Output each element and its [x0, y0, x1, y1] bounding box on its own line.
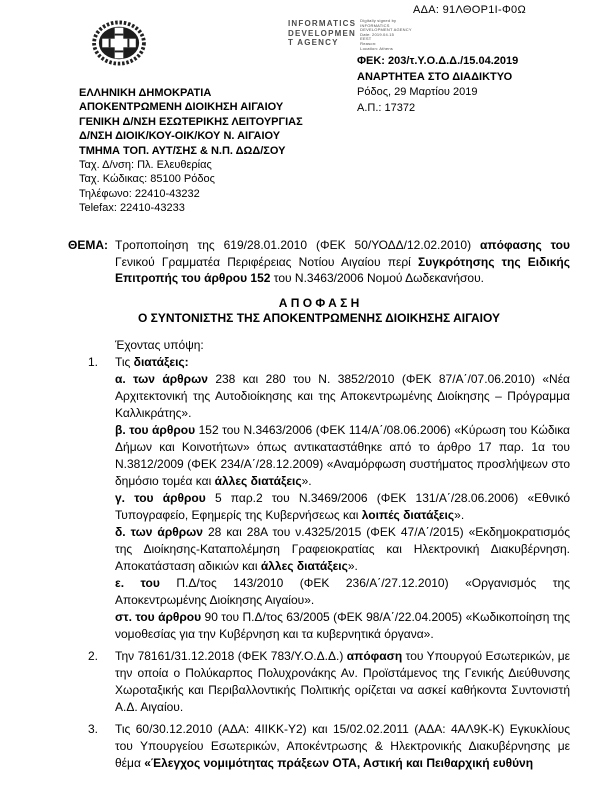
paragraph — [115, 648, 570, 716]
text-segment: Τις 60/30.12.2010 (ΑΔΑ: 4ΙΙΚΚ-Υ2) και 15/02.02.2011 (ΑΔΑ: 4ΑΛ9Κ-Κ) Εγκυκλίους του Υπουργείου Εσωτερικών, Αποκέντρωσης & Ηλεκτρονικής Διακυβέρνησης με θέμα — [115, 721, 570, 770]
text-line: ΑΠΟΚΕΝΤΡΩΜΕΝΗ ΔΙΟΙΚΗΣΗ ΑΙΓΑΙΟΥ — [79, 101, 284, 114]
text-segment: διατάξεις: — [133, 354, 189, 369]
text-segment: 90 του Π.Δ/τος 63/2005 (ΦΕΚ 98/Α΄/22.04.2005) «Κωδικοποίηση της νομοθεσίας για την Κυβέρνηση και τα κυβερνητικά όργανα». — [115, 609, 570, 641]
text-segment: ». — [347, 558, 358, 573]
text-segment: στ. του άρθρου — [115, 609, 205, 624]
document-body — [68, 237, 570, 772]
place-date-line: Ρόδος, 29 Μαρτίου 2019 — [357, 86, 478, 98]
text-segment: Τις — [115, 354, 134, 369]
text-line: DEVELOPMEN — [288, 28, 357, 38]
subject-block — [68, 237, 570, 287]
text-segment: Γενικού Γραμματέα Περιφέρειας Νοτίου Αιγαίου περί — [115, 254, 419, 269]
subject-label: ΘΕΜΑ: — [68, 238, 108, 252]
ada-code: ΑΔΑ: 91ΛΘΟΡ1Ι-Φ0Ω — [413, 4, 526, 16]
list-item-body — [115, 354, 570, 643]
text-line: Digitally signed by — [360, 18, 397, 23]
text-segment: «Έλεγχος νομιμότητας πράξεων ΟΤΑ, Αστική και Πειθαρχική ευθύνη — [144, 755, 534, 770]
text-segment: ». — [454, 507, 465, 522]
text-segment: Π.Δ/τος 143/2010 (ΦΕΚ 236/Α΄/27.12.2010) «Οργανισμός της Αποκεντρωμένης Διοίκησης Αιγαίου». — [115, 575, 570, 607]
preamble-line: Έχοντας υπόψη: — [115, 337, 204, 352]
greek-coat-of-arms-icon — [90, 20, 148, 66]
anartitea-line: ΑΝΑΡΤΗΤΕΑ ΣΤΟ ΔΙΑΔΙΚΤΥΟ — [357, 70, 513, 83]
authority-department-lines — [79, 86, 303, 158]
paragraph — [115, 354, 570, 371]
text-segment: άλλες διατάξεις — [260, 558, 348, 573]
signature-agency-name — [288, 19, 356, 51]
list-item-body — [115, 721, 570, 772]
text-segment: β. του άρθρου — [115, 422, 199, 437]
text-line: Reason: — [360, 40, 377, 46]
text-segment: άλλες διατάξεις — [214, 473, 302, 488]
text-line: ΕΛΛΗΝΙΚΗ ΔΗΜΟΚΡΑΤΙΑ — [79, 87, 212, 99]
text-segment: του Ν.3463/2006 Νομού Δωδεκανήσου. — [273, 271, 484, 285]
digital-signature-stamp — [288, 19, 426, 51]
authority-contact-lines — [79, 158, 303, 216]
text-segment: γ. του άρθρου — [115, 490, 215, 505]
paragraph — [115, 575, 570, 609]
text-segment: απόφασης του — [480, 238, 570, 252]
text-segment: του Υπουργού Εσωτερικών, με την οποία ο Πολύκαρπος Πολυχρονάκης Αν. Προϊστάμενος της Γενικής Διεύθυνσης Χωροταξικής και Περιβαλλοντικής Πολιτικής ορίζεται να ασκεί καθήκοντα Συντονιστή Α.Δ. Αιγαίου. — [115, 648, 570, 714]
decision-heading: Α Π Ο Φ Α Σ Η — [278, 295, 360, 310]
list-item-body — [115, 648, 570, 716]
text-line: Ταχ. Δ/νση: Πλ. Ελευθερίας — [79, 159, 212, 172]
text-segment: απόφαση — [346, 648, 403, 663]
paragraph — [115, 524, 570, 575]
decision-subheading: Ο ΣΥΝΤΟΝΙΣΤΗΣ ΤΗΣ ΑΠΟΚΕΝΤΡΩΜΕΝΗΣ ΔΙΟΙΚΗΣΗΣ ΑΙΓΑΙΟΥ — [137, 311, 500, 325]
list-item — [88, 354, 570, 643]
text-segment: Συγκρότησης της Ειδικής Επιτροπής του άρθρου 152 — [115, 254, 570, 285]
text-line: Δ/ΝΣΗ ΔΙΟΙΚ/ΚΟΥ-ΟΙΚ/ΚΟΥ Ν. ΑΙΓΑΙΟΥ — [79, 130, 281, 143]
signature-details — [360, 19, 426, 51]
paragraph — [115, 371, 570, 422]
text-line: ΤΜΗΜΑ ΤΟΠ. ΑΥΤ/ΣΗΣ & Ν.Π. ΔΩΔ/ΣΟΥ — [79, 144, 286, 157]
text-line: EEST — [360, 36, 372, 42]
text-segment: 238 και 280 του Ν. 3852/2010 (ΦΕΚ 87/Α΄/07.06.2010) «Νέα Αρχιτεκτονική της Αυτοδιοίκησης και της Αποκεντρωμένης Διοίκησης – Πρόγραμμα Καλλικράτης». — [115, 371, 570, 420]
text-segment: 5 παρ.2 του Ν.3469/2006 (ΦΕΚ 131/Α΄/28.06.2006) «Εθνικό Τυπογραφείο, Εφημερίς της Κυβερνήσεως και — [115, 490, 570, 522]
text-segment: 152 του Ν.3463/2006 (ΦΕΚ 114/Α΄/08.06.2006) «Κύρωση του Κώδικα Δήμων και Κοινοτήτων» όπως αντικαταστάθηκε από το άρθρο 17 παρ. 1α του Ν.3812/2009 (ΦΕΚ 234/Α΄/28.12.2009) «Αναμόρφωση συστήματος προσλήψεων στο δημόσιο τομέα και — [115, 422, 570, 488]
paragraph — [115, 721, 570, 772]
paragraph — [115, 609, 570, 643]
text-segment: 28 και 28Α του ν.4325/2015 (ΦΕΚ 47/Α΄/2015) «Εκδημοκρατισμός της Διοίκησης-Καταπολέμηση Γραφειοκρατίας και Ηλεκτρονική Διακυβέρνηση. Αποκατάσταση αδικιών και — [115, 524, 571, 573]
decision-title-block — [68, 296, 570, 327]
text-segment: δ. των άρθρων — [115, 524, 208, 539]
text-line: DEVELOPMENT AGENCY — [360, 27, 412, 33]
fek-line: ΦΕΚ: 203/τ.Υ.Ο.Δ.Δ./15.04.2019 — [357, 55, 519, 67]
list-item-number: 3. — [88, 721, 99, 736]
text-segment: Την 78161/31.12.2018 (ΦΕΚ 783/Υ.Ο.Δ.Δ.) — [115, 648, 347, 663]
text-line: Ταχ. Κώδικας: 85100 Ρόδος — [79, 173, 215, 186]
text-line: Τηλέφωνο: 22410-43232 — [79, 187, 200, 200]
text-line: Telefax: 22410-43233 — [79, 202, 185, 215]
text-line: INFORMATICS — [360, 22, 390, 28]
text-segment: Τροποποίηση της 619/28.01.2010 (ΦΕΚ 50/ΥΟΔΔ/12.02.2010) — [115, 238, 481, 252]
issuing-authority-block — [79, 86, 303, 216]
paragraph — [115, 422, 570, 490]
text-line: Location: Athens — [360, 45, 393, 51]
list-item-number: 2. — [88, 648, 99, 663]
protocol-number-line: Α.Π.: 17372 — [357, 101, 416, 114]
text-segment: ε. του — [115, 575, 177, 590]
considerations-list — [88, 354, 570, 772]
text-line: Date: 2019.04.15 — [360, 31, 395, 37]
list-item-number: 1. — [88, 354, 99, 369]
text-line: ΓΕΝΙΚΗ Δ/ΝΣΗ ΕΣΩΤΕΡΙΚΗΣ ΛΕΙΤΟΥΡΓΙΑΣ — [79, 115, 303, 128]
subject-text — [115, 237, 570, 287]
document-meta-block — [357, 54, 518, 116]
list-item — [88, 648, 570, 716]
paragraph — [115, 490, 570, 524]
text-line: INFORMATICS — [288, 19, 357, 28]
text-line: T AGENCY — [288, 38, 339, 47]
list-item — [88, 721, 570, 772]
text-segment: α. των άρθρων — [115, 371, 216, 386]
text-segment: ». — [301, 473, 312, 488]
text-segment: λοιπές διατάξεις — [361, 507, 455, 522]
